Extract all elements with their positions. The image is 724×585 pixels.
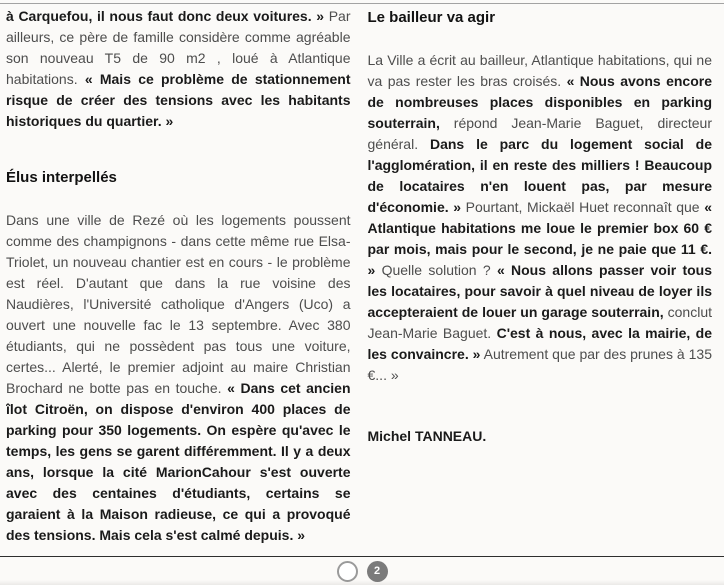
author-byline: Michel TANNEAU.	[367, 428, 487, 444]
pagination	[0, 557, 724, 585]
page-dot[interactable]	[337, 561, 358, 582]
article-paragraph: La Ville a écrit au bailleur, Atlantique habitations, qui ne va pas rester les bras croisés. « Nous avons encore de nombreuses places disponibles en parking souterrain, répond Jean-Marie Baguet, directeur général. Dans le parc du logement social de l'agglomération, il en reste des milliers ! Beaucoup de locataires n'en louent pas, par mesure d'économie. » Pourtant, Mickaël Huet reconnaît que « Atlantique habitations me loue le premier box 60 € par mois, mais pour le second, je ne paie que 11 €. » Quelle solution ? « Nous allons passer voir tous les locataires, pour savoir à quel niveau de loyer ils accepteraient de louer un garage souterrain, conclut Jean-Marie Baguet. C'est à nous, avec la mairie, de les convaincre. » Autrement que par des prunes à 135 €... »	[367, 52, 712, 383]
article-paragraph: à Carquefou, il nous faut donc deux voitures. » Par ailleurs, ce père de famille considère comme agréable son nouveau T5 de 90 m2 , loué à Atlantique habitations. « Mais ce problème de stationnement risque de créer des tensions avec les habitants historiques du quartier. »	[6, 8, 351, 129]
section-heading: Le bailleur va agir	[367, 9, 496, 26]
article-paragraph: Dans une ville de Rezé où les logements poussent comme des champignons - dans cette même rue Elsa-Triolet, un nouveau chantier est en cours - le problème est réel. D'autant que dans la rue voisine des Naudières, l'Université catholique d'Angers (Uco) a ouvert une nouvelle fac le 13 septembre. Avec 380 étudiants, qui ne possèdent pas tous une voiture, certes... Alerté, le premier adjoint au maire Christian Brochard ne botte pas en touche. « Dans cet ancien îlot Citroën, on dispose d'environ 400 places de parking pour 350 logements. On espère qu'avec le temps, les gens se garent différemment. Il y a deux ans, lorsque la cité MarionCahour s'est ouverte avec des centaines d'étudiants, certains se garaient à la Maison radieuse, ce qui a provoqué des tensions. Mais cela s'est calmé depuis. »	[6, 212, 351, 543]
page-dot-current[interactable]: 2	[367, 561, 388, 582]
article-column-right	[368, 4, 713, 556]
article-content	[6, 4, 712, 556]
section-heading: Élus interpellés	[6, 169, 117, 186]
article-column-left	[6, 4, 351, 556]
